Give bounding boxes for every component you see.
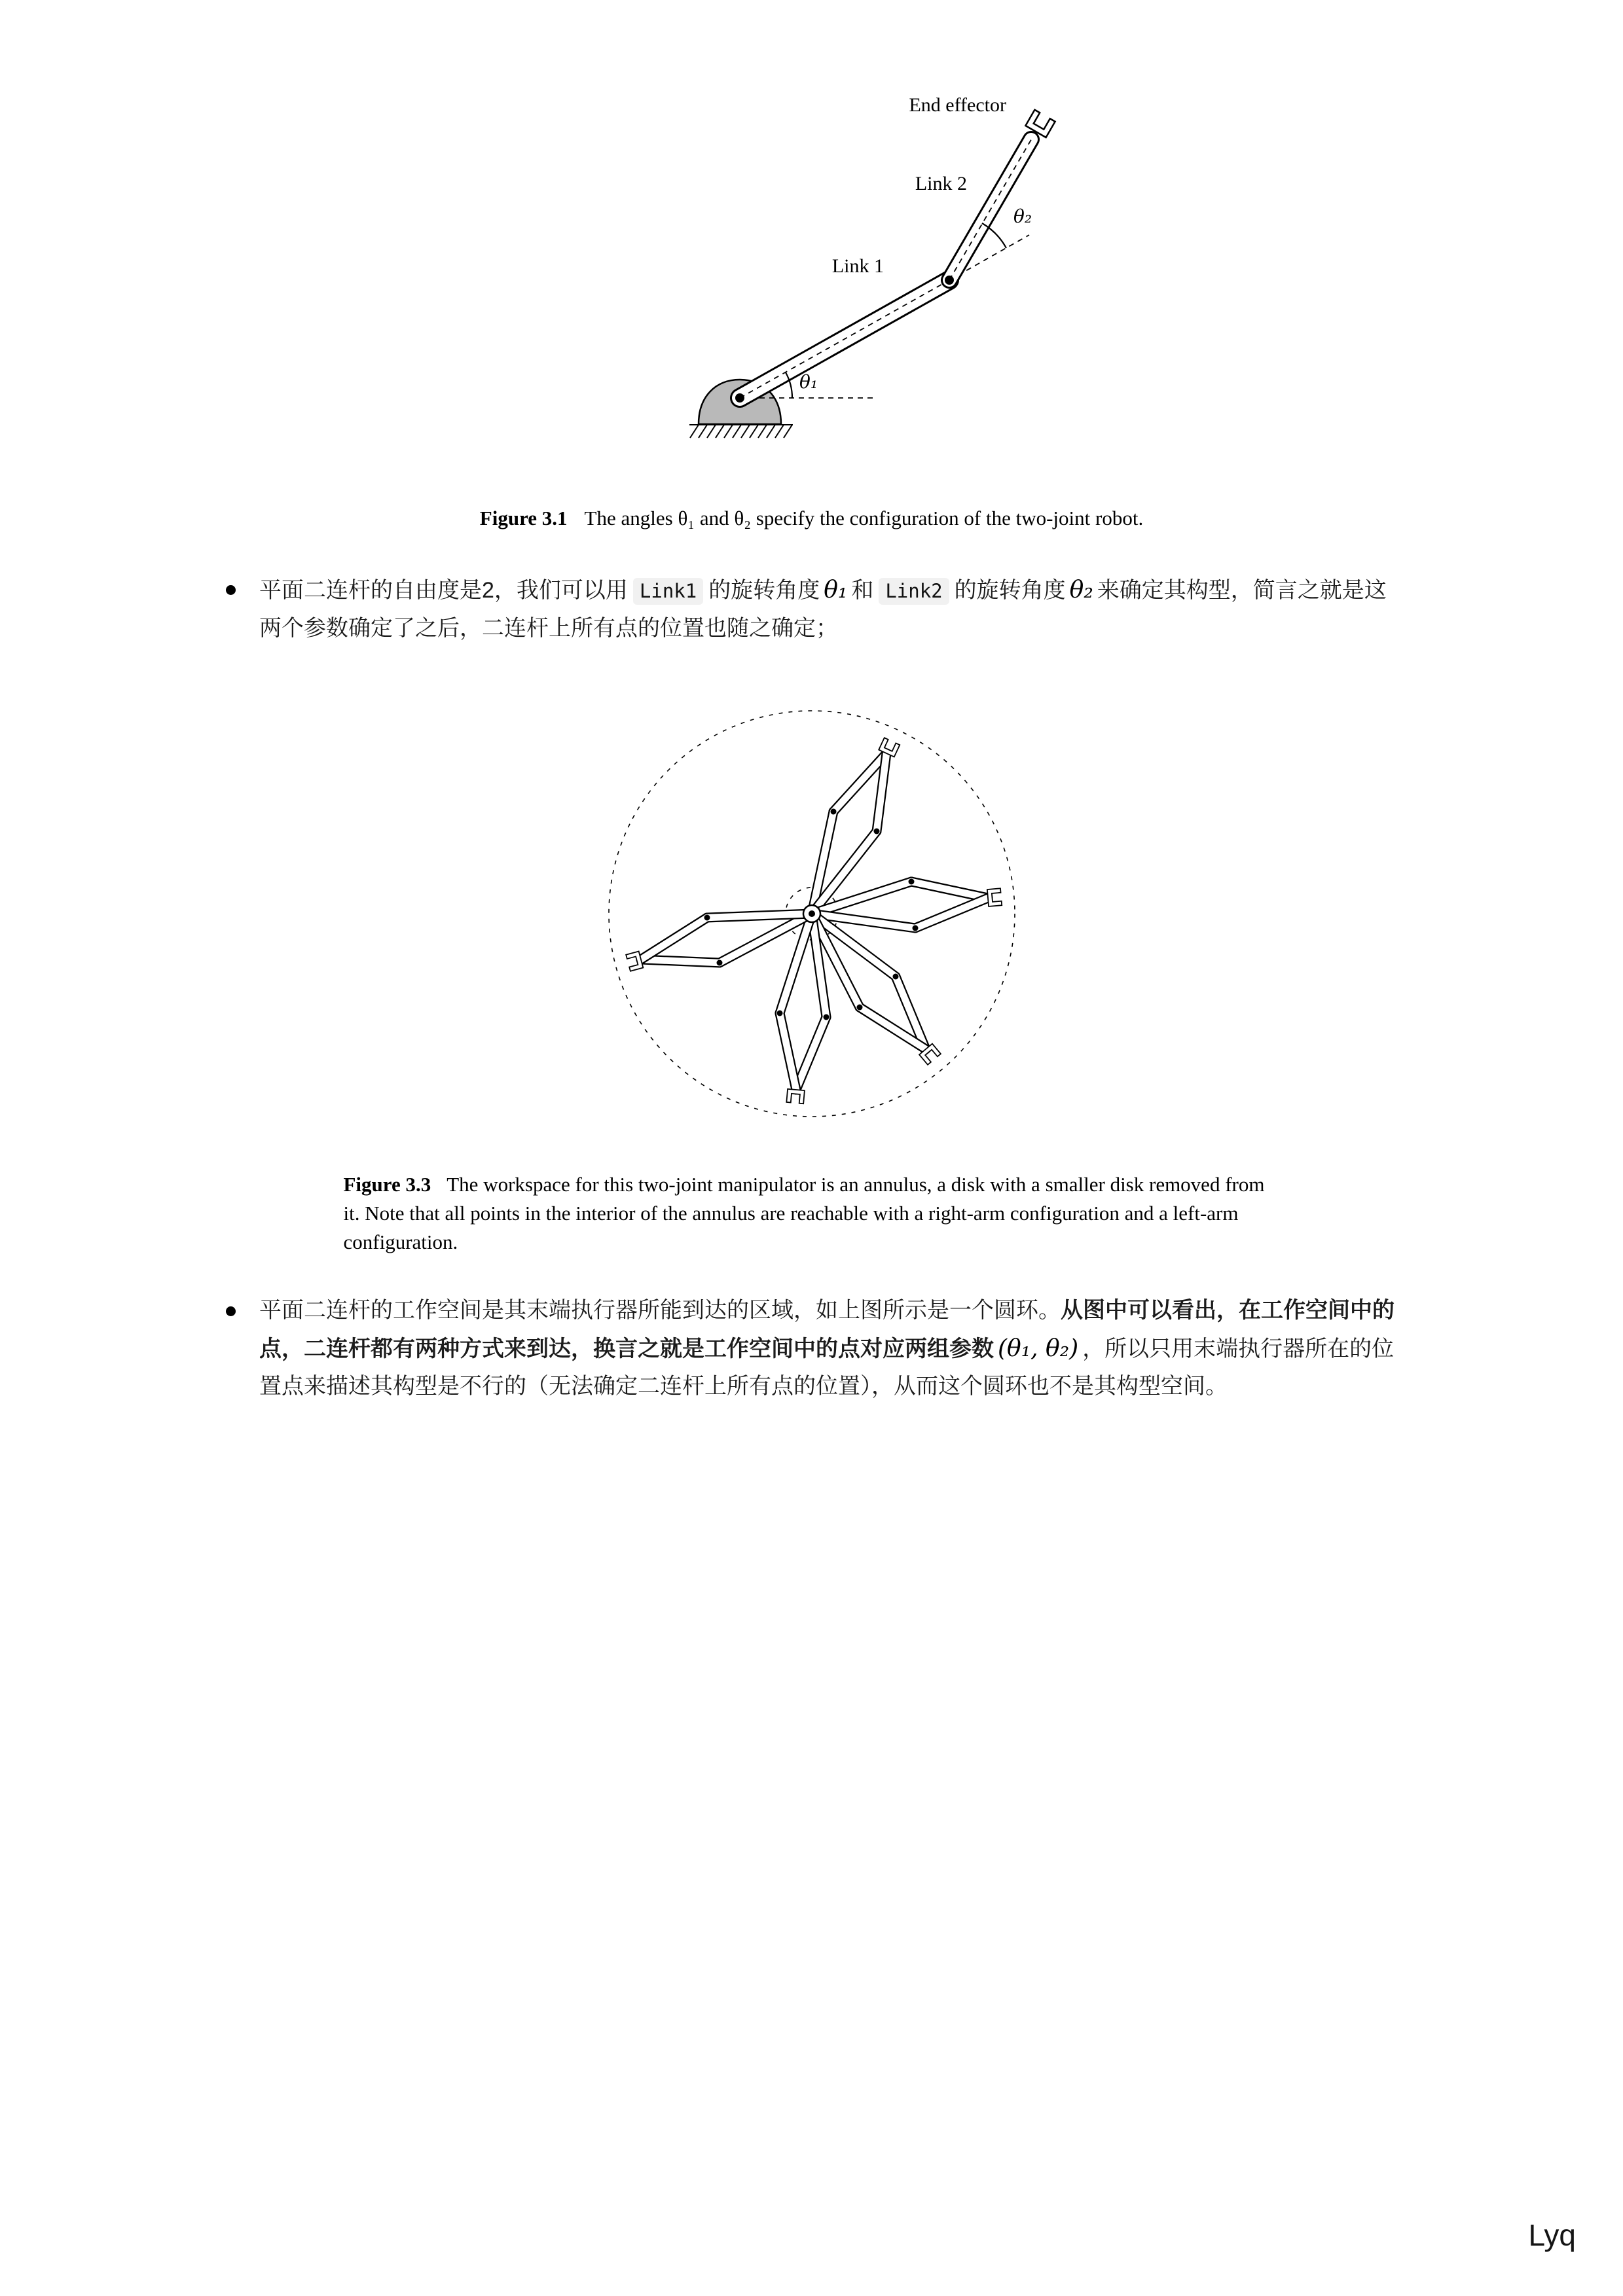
end-effector-label: End effector [908, 94, 1006, 116]
theta2-math: θ₂ [1069, 577, 1093, 603]
notes-list-2 [0, 1292, 1623, 1405]
bullet1-t4: 的旋转角度 [954, 578, 1066, 603]
base-joint-icon [735, 393, 744, 403]
two-joint-robot-diagram [658, 84, 1090, 476]
figure-3-3 [0, 685, 1623, 1143]
notes-list-1 [0, 571, 1623, 647]
figure-3-3-caption-label: Figure 3.3 [343, 1173, 431, 1196]
figure-3-1-caption-text: The angles θ₁ and θ₂ specify the configuration of the two-joint robot. [584, 507, 1144, 529]
figure-3-3-caption-text: The workspace for this two-joint manipulator is an annulus, a disk with a smaller disk removed from it. Note that all points in the interior of the annulus are reachable with a right-arm configuration and a left-arm configuration. [343, 1173, 1265, 1254]
bullet1-text [259, 571, 1402, 647]
theta2-label: θ₂ [1013, 206, 1032, 227]
bullet1-t2: 的旋转角度 [708, 578, 820, 603]
list-item [226, 1292, 1623, 1405]
bullet2-t1: 平面二连杆的工作空间是其末端执行器所能到达的区域，如上图所示是一个圆环。 [259, 1298, 1061, 1323]
theta1-label: θ₁ [799, 371, 818, 393]
bullet2-t2: ，所以只用末端执行器所在的位置点来描述其构型是不行的（无法确定二连杆上所有点的位置），从而这个圆环也不是其构型空间。 [259, 1336, 1395, 1399]
bullet1-t1: 平面二连杆的自由度是2，我们可以用 [259, 578, 628, 603]
figure-3-1-caption [0, 507, 1623, 530]
theta1-math: θ₁ [824, 577, 848, 603]
list-item [226, 571, 1623, 647]
arm-chain [641, 914, 812, 960]
bullet2-text [259, 1292, 1402, 1405]
author-watermark: Lyq [1528, 2218, 1576, 2252]
link1-rod [740, 280, 949, 398]
figure-3-1-caption-label: Figure 3.1 [479, 507, 568, 529]
link1-code-token: Link1 [633, 578, 703, 605]
theta-pair-math: (θ₁, θ₂) [998, 1335, 1079, 1362]
bullet-icon [226, 1306, 236, 1316]
figure-3-1 [0, 0, 1623, 476]
bullet2-bold: 从图中可以看出，在工作空间中的点，二连杆都有两种方式来到达，换言之就是工作空间中的点对应两组参数 [259, 1298, 1395, 1361]
link2-code-token: Link2 [879, 578, 949, 605]
center-hub-icon [803, 905, 820, 922]
ground-hatching-icon [689, 425, 793, 438]
elbow-joint-icon [945, 276, 954, 285]
link2-label: Link 2 [915, 173, 967, 194]
bullet1-t3: 和 [851, 578, 874, 603]
bullet1-t5: 来确定其构型，简言之就是这两个参数确定了之后，二连杆上所有点的位置也随之确定； [259, 578, 1387, 641]
figure-3-3-caption [344, 1170, 1280, 1257]
bullet-icon [226, 585, 236, 595]
link1-label: Link 1 [831, 255, 884, 277]
workspace-annulus-diagram [583, 685, 1041, 1143]
